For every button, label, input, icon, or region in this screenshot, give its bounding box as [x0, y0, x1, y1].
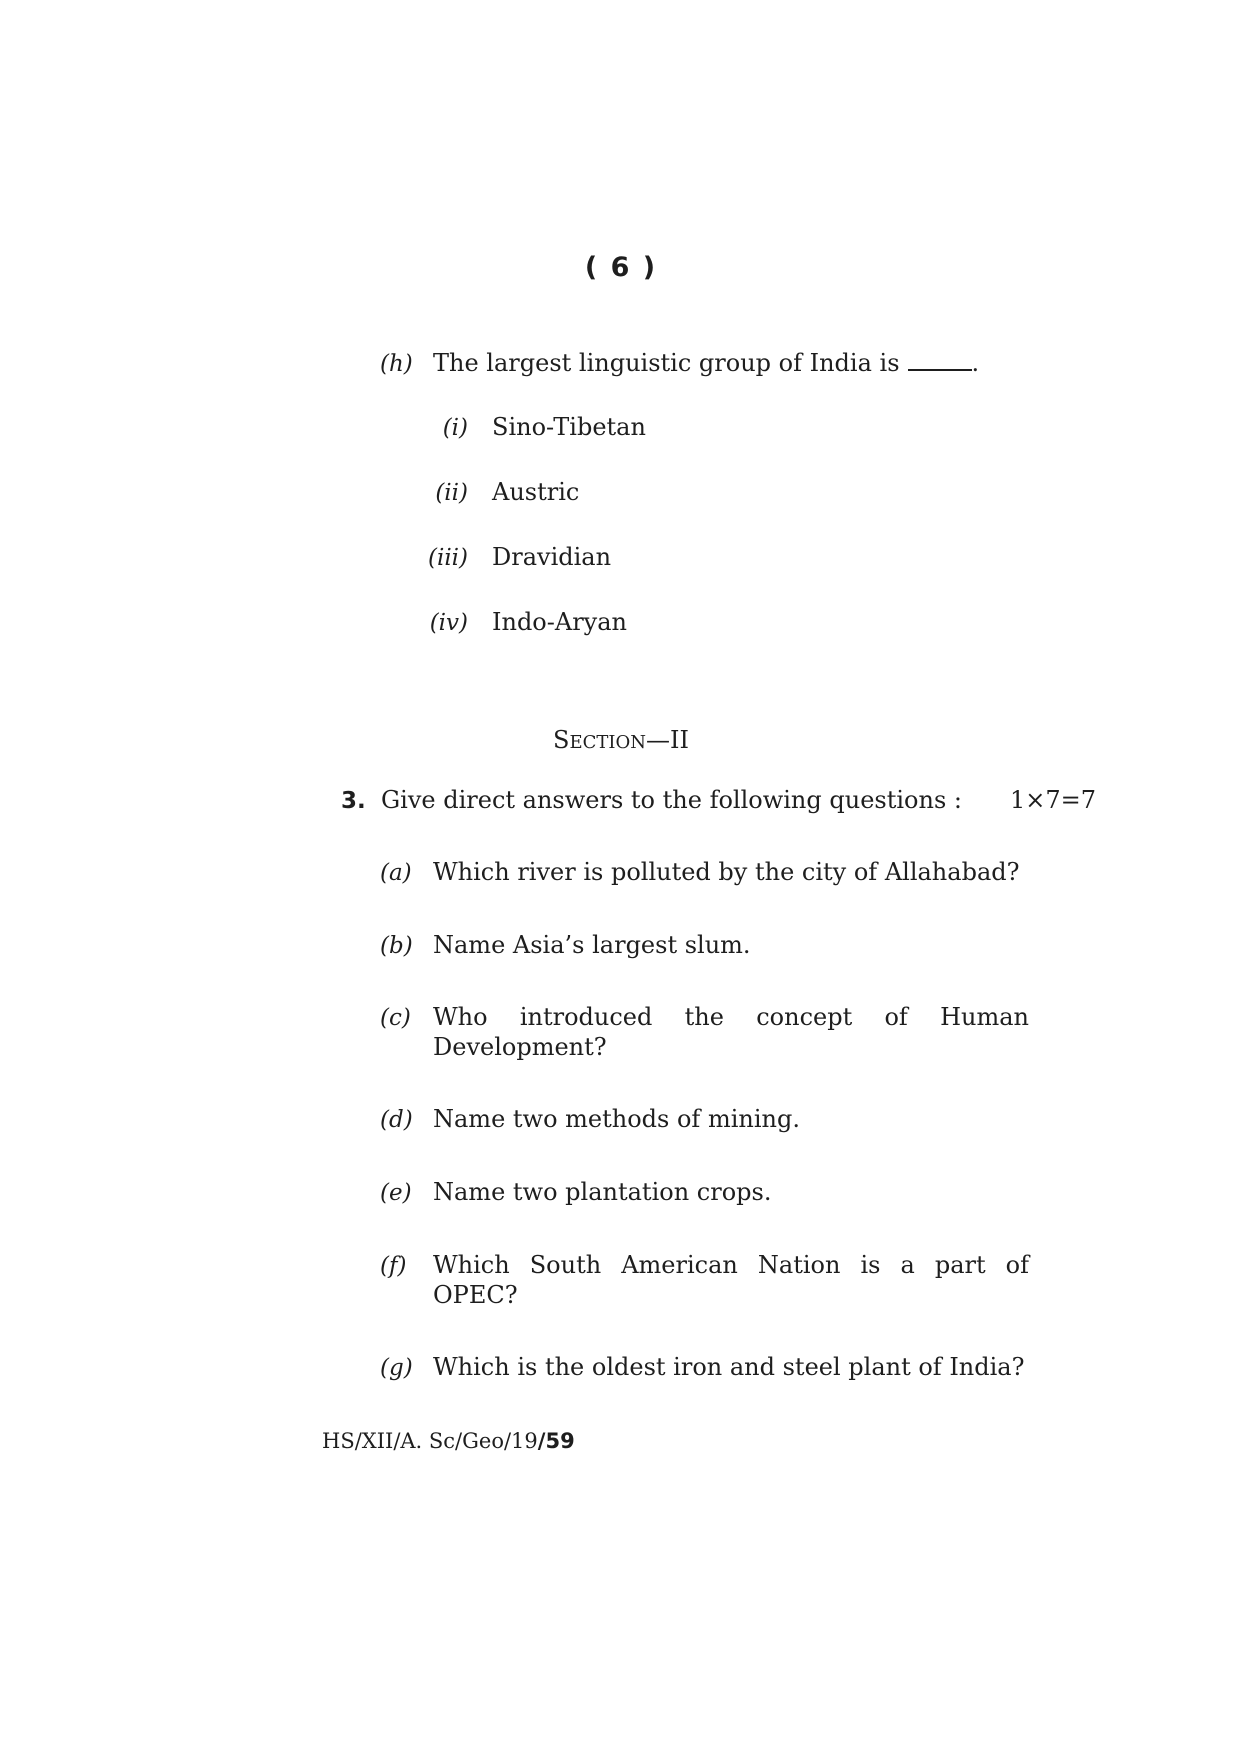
question-3f-line1: Which South American Nation is a part of — [433, 1251, 1029, 1279]
question-3d-text: Name two methods of mining. — [433, 1105, 800, 1133]
option-iv-marker: (iv) — [429, 610, 468, 636]
option-ii-marker: (ii) — [435, 480, 468, 506]
question-h-text — [433, 349, 979, 377]
option-i-text: Sino-Tibetan — [492, 413, 646, 441]
question-3g-marker: (g) — [380, 1355, 413, 1381]
question-3-text: Give direct answers to the following questions : — [381, 786, 962, 814]
option-iii-text: Dravidian — [492, 543, 612, 571]
question-3c-marker: (c) — [380, 1005, 411, 1031]
option-i-marker: (i) — [442, 415, 468, 441]
question-3f-line2: OPEC? — [433, 1281, 518, 1309]
question-3b-text: Name Asia’s largest slum. — [433, 931, 751, 959]
question-3b-marker: (b) — [380, 933, 413, 959]
section-heading-prefix: S — [553, 726, 570, 754]
question-h-stem: The largest linguistic group of India is — [433, 349, 900, 377]
question-3c-line2: Development? — [433, 1033, 607, 1061]
question-3f-marker: (f) — [380, 1253, 407, 1279]
question-3e-text: Name two plantation crops. — [433, 1178, 772, 1206]
footer-code — [322, 1429, 575, 1453]
question-3-marks: 1×7=7 — [1010, 786, 1097, 814]
question-3a-text: Which river is polluted by the city of Allahabad? — [433, 858, 1020, 886]
question-h-marker: (h) — [380, 351, 413, 377]
option-ii-text: Austric — [492, 478, 580, 506]
section-heading-smallcaps: ECTION — [569, 732, 647, 753]
question-3-number: 3. — [341, 788, 366, 814]
footer-paper-code: HS/XII/A. Sc/Geo/19 — [322, 1429, 538, 1453]
question-3c-line1: Who introduced the concept of Human — [433, 1003, 1029, 1031]
page-number: ( 6 ) — [584, 252, 658, 283]
question-3g-text: Which is the oldest iron and steel plant of India? — [433, 1353, 1025, 1381]
option-iii-marker: (iii) — [428, 545, 469, 571]
option-iv-text: Indo-Aryan — [492, 608, 627, 636]
question-3a-marker: (a) — [380, 860, 412, 886]
footer-page-ref: /59 — [537, 1429, 575, 1453]
question-3e-marker: (e) — [380, 1180, 412, 1206]
section-heading — [0, 726, 1242, 754]
answer-blank — [908, 368, 972, 371]
question-3d-marker: (d) — [380, 1107, 413, 1133]
question-h-suffix: . — [971, 349, 980, 377]
section-heading-suffix: —II — [646, 726, 689, 754]
